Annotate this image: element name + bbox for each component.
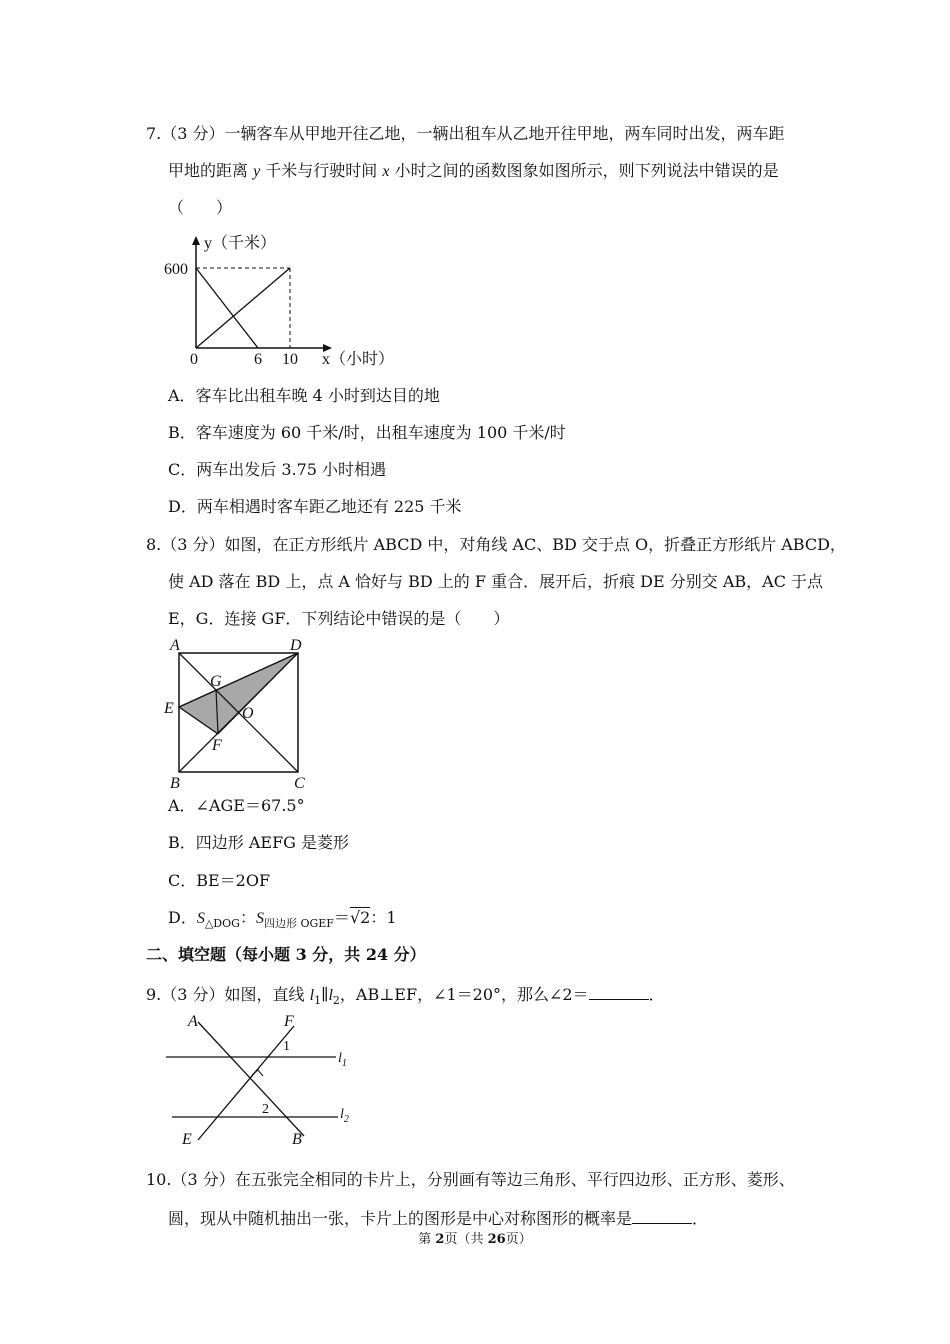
fig9-l2: $l_2$	[340, 1107, 349, 1125]
q8-option-a: A．∠AGE＝67.5°	[168, 796, 305, 815]
q7-line2: 甲地的距离 y 千米与行驶时间 x 小时之间的函数图象如图所示，则下列说法中错误的是	[168, 161, 779, 180]
q8-option-c: C．BE＝2OF	[168, 871, 271, 890]
fig9-e: E	[182, 1131, 192, 1148]
q10-answer-blank[interactable]	[632, 1207, 692, 1224]
q7-graph	[160, 230, 410, 370]
graph-xlabel: x（小时）	[322, 351, 395, 368]
page-footer: 第 2页（共 26页）	[418, 1232, 532, 1247]
fig9-f: F	[284, 1013, 294, 1030]
q8-option-d: D．$S_{\triangle DOG}$：$S_{四边形 OGEF}=√2$：1	[168, 908, 397, 931]
q7-option-a: A．客车比出租车晚 4 小时到达目的地	[168, 386, 440, 405]
q9-figure	[160, 1012, 370, 1152]
q8-figure	[160, 634, 320, 794]
fig9-b: B	[292, 1131, 302, 1148]
q8-line3: E，G．连接 GF．下列结论中错误的是（ ）	[168, 609, 510, 628]
q8-line1: 8.（3 分）如图，在正方形纸片 ABCD 中，对角线 AC、BD 交于点 O，折叠正方形纸片 ABCD，	[146, 535, 846, 554]
fig-c: C	[294, 775, 305, 792]
fig9-l1: $l_1$	[338, 1051, 347, 1069]
fig9-angle2: 2	[262, 1102, 269, 1117]
graph-0: 0	[190, 351, 198, 368]
q8-line2: 使 AD 落在 BD 上，点 A 恰好与 BD 上的 F 重合．展开后，折痕 DE 分别交 AB，AC 于点	[168, 572, 824, 591]
fig9-angle1: 1	[283, 1039, 290, 1054]
q7-option-d: D．两车相遇时客车距乙地还有 225 千米	[168, 497, 462, 516]
graph-ylabel: y（千米）	[204, 235, 277, 252]
q7-option-b: B．客车速度为 60 千米/时，出租车速度为 100 千米/时	[168, 423, 566, 442]
q7-line3: （ ）	[168, 198, 233, 217]
fig-f: F	[212, 737, 222, 754]
fig-e: E	[164, 700, 174, 717]
q7-line1: 7.（3 分）一辆客车从甲地开往乙地，一辆出租车从乙地开往甲地，两车同时出发，两车距	[146, 124, 785, 143]
fig9-a: A	[188, 1013, 198, 1030]
fig-g: G	[210, 673, 222, 690]
graph-6: 6	[254, 351, 262, 368]
section-2-title: 二、填空题（每小题 3 分，共 24 分）	[146, 945, 426, 964]
q9-line1: 9.（3 分）如图，直线 $l_1\parallel l_2$，AB⊥EF，∠1＝20°，那么∠2＝ ．	[146, 985, 665, 1008]
fig-d: D	[290, 637, 302, 654]
q10-line1: 10.（3 分）在五张完全相同的卡片上，分别画有等边三角形、平行四边形、正方形、菱形、	[146, 1170, 795, 1189]
q9-answer-blank[interactable]	[589, 983, 649, 1000]
graph-600: 600	[164, 261, 188, 278]
q7-option-c: C．两车出发后 3.75 小时相遇	[168, 460, 387, 479]
q8-option-b: B．四边形 AEFG 是菱形	[168, 833, 350, 852]
q10-line2: 圆，现从中随机抽出一张，卡片上的图形是中心对称图形的概率是 ．	[168, 1209, 709, 1228]
fig-b: B	[170, 775, 180, 792]
fig-a: A	[170, 637, 180, 654]
graph-10: 10	[282, 351, 298, 368]
fig-o: O	[242, 705, 254, 722]
